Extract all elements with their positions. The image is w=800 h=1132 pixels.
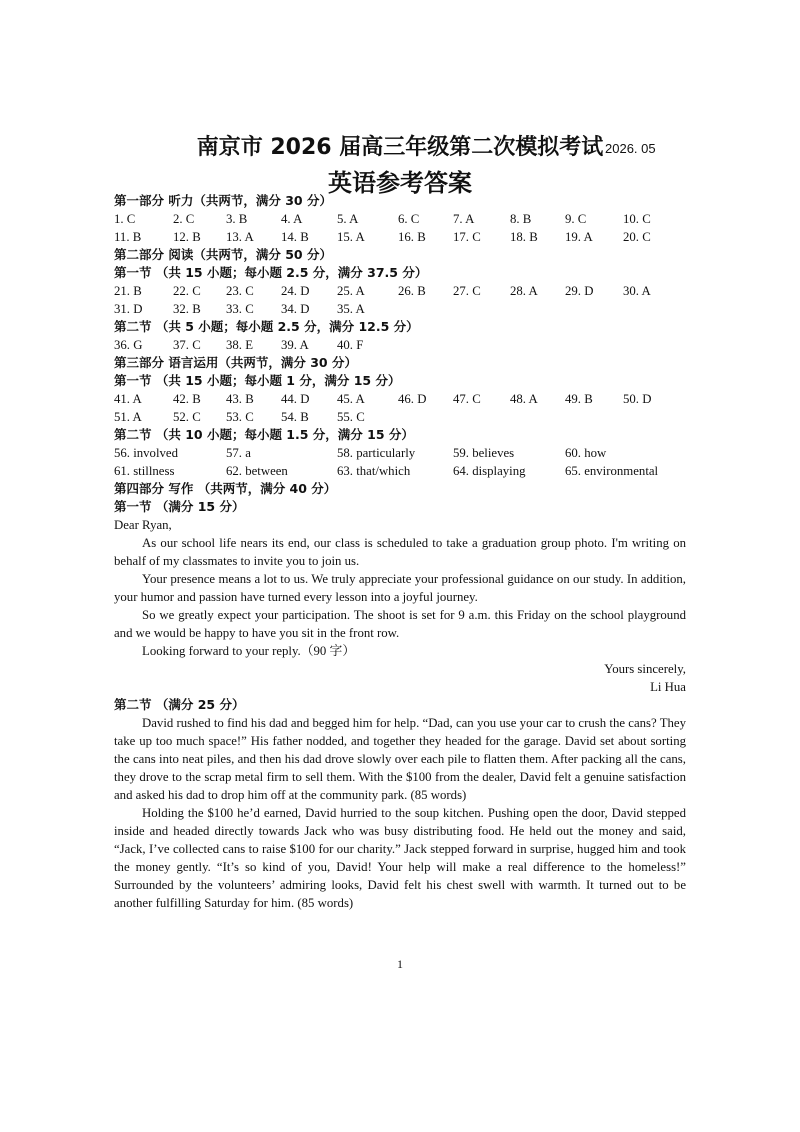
answer-item: 46. D [398,392,427,406]
answer-item: 26. B [398,284,426,298]
answer-item: 8. B [510,212,532,226]
answer-item: 60. how [565,446,607,460]
answer-item: 4. A [281,212,303,226]
answer-item: 39. A [281,338,309,352]
part3-section1-answers [114,390,686,426]
letter-signature: Li Hua [650,680,686,694]
answer-item: 17. C [453,230,481,244]
answer-item: 44. D [281,392,310,406]
answer-row [114,210,686,228]
answer-item: 7. A [453,212,475,226]
answer-item: 1. C [114,212,136,226]
answer-item: 47. C [453,392,481,406]
answer-row [114,228,686,246]
answer-item: 55. C [337,410,365,424]
answer-item: 56. involved [114,446,178,460]
answer-item: 21. B [114,284,142,298]
exam-title: 南京市 2026 届高三年级第二次模拟考试 [196,135,604,160]
answer-item: 61. stillness [114,464,175,478]
answer-item: 36. G [114,338,143,352]
answer-item: 63. that/which [337,464,411,478]
part3-section2-heading: 第二节 （共 10 小题；每小题 1.5 分，满分 15 分） [114,427,414,442]
answer-item: 12. B [173,230,201,244]
answer-item: 57. a [226,446,251,460]
part3-section2-answers [114,444,686,480]
part1-answers [114,210,686,246]
answer-row [114,462,686,480]
part4-section1-heading: 第一节 （满分 15 分） [114,499,245,514]
answer-item: 50. D [623,392,652,406]
answer-item: 29. D [565,284,594,298]
answer-item: 5. A [337,212,359,226]
answer-item: 43. B [226,392,254,406]
answer-item: 32. B [173,302,201,316]
answer-item: 2. C [173,212,195,226]
answer-item: 52. C [173,410,201,424]
answer-item: 62. between [226,464,288,478]
answer-item: 30. A [623,284,651,298]
answer-row [114,300,686,318]
part2-section1-heading: 第一节 （共 15 小题；每小题 2.5 分，满分 37.5 分） [114,265,428,280]
answer-item: 49. B [565,392,593,406]
answer-key-subtitle: 英语参考答案 [328,169,472,197]
part2-section2-heading: 第二节 （共 5 小题；每小题 2.5 分，满分 12.5 分） [114,319,419,334]
answer-item: 31. D [114,302,143,316]
answer-item: 6. C [398,212,420,226]
answer-item: 23. C [226,284,254,298]
answer-item: 16. B [398,230,426,244]
answer-item: 34. D [281,302,310,316]
answer-item: 40. F [337,338,364,352]
answer-content [114,192,686,912]
answer-item: 33. C [226,302,254,316]
story-paragraph: Holding the $100 he’d earned, David hurried to the soup kitchen. Pushing open the door, David stepped inside and headed directly towards Jack who was busy distributing food. He held out the money and said, “Jack, I’ve collected cans to raise $100 for our charity.” Jack stepped forward in surprise, hugged him and took the money gently. “It’s so kind of you, David! Your help will make a real difference to the homeless!” Surrounded by the volunteers’ admiring looks, David felt his chest swell with warmth. It turned out to be another fulfilling Saturday for him. (85 words) [114,806,686,910]
page-number: 1 [397,957,403,971]
answer-item: 58. particularly [337,446,416,460]
answer-item: 38. E [226,338,254,352]
answer-item: 3. B [226,212,248,226]
answer-item: 59. believes [453,446,515,460]
answer-item: 48. A [510,392,538,406]
part3-section1-heading: 第一节 （共 15 小题；每小题 1 分，满分 15 分） [114,373,401,388]
letter-closing: Yours sincerely, [604,662,686,676]
part3-heading: 第三部分 语言运用（共两节，满分 30 分） [114,355,357,370]
answer-item: 35. A [337,302,365,316]
answer-item: 19. A [565,230,593,244]
part4-section2-heading: 第二节 （满分 25 分） [114,697,245,712]
answer-row [114,408,686,426]
answer-item: 64. displaying [453,464,526,478]
answer-item: 9. C [565,212,587,226]
answer-item: 42. B [173,392,201,406]
answer-item: 15. A [337,230,365,244]
letter-salutation: Dear Ryan, [114,518,172,532]
letter-paragraph: Your presence means a lot to us. We truly appreciate your professional guidance on our study. In addition, your humor and passion have turned every lesson into a joyful journey. [114,572,686,604]
answer-item: 54. B [281,410,309,424]
answer-item: 45. A [337,392,365,406]
answer-row [114,444,686,462]
answer-item: 13. A [226,230,254,244]
answer-item: 27. C [453,284,481,298]
answer-item: 28. A [510,284,538,298]
answer-item: 20. C [623,230,651,244]
letter-paragraph: As our school life nears its end, our class is scheduled to take a graduation group photo. I'm writing on behalf of my classmates to invite you to join us. [114,536,686,568]
part2-section2-answers [114,336,686,354]
answer-row [114,282,686,300]
answer-item: 10. C [623,212,651,226]
letter-paragraph: Looking forward to your reply.（90 字） [142,644,356,658]
answer-item: 53. C [226,410,254,424]
story-paragraph: David rushed to find his dad and begged him for help. “Dad, can you use your car to crush the cans? They take up too much space!” His father nodded, and together they headed for the garage. David set about sorting the cans into neat piles, and then his dad drove slowly over each pile to flatten them. After packing all the cans, they drove to the scrap metal firm to sell them. With the $100 from the dealer, David felt a genuine satisfaction and asked his dad to drop him off at the community park. (85 words) [114,716,686,802]
part1-heading: 第一部分 听力（共两节，满分 30 分） [114,193,332,208]
answer-item: 24. D [281,284,310,298]
exam-date: 2026. 05 [605,141,656,156]
answer-item: 51. A [114,410,142,424]
answer-item: 37. C [173,338,201,352]
part2-heading: 第二部分 阅读（共两节，满分 50 分） [114,247,332,262]
answer-item: 18. B [510,230,538,244]
part2-section1-answers [114,282,686,318]
answer-item: 14. B [281,230,309,244]
answer-row [114,336,686,354]
part4-heading: 第四部分 写作 （共两节，满分 40 分） [114,481,337,496]
answer-item: 11. B [114,230,142,244]
answer-item: 22. C [173,284,201,298]
answer-item: 25. A [337,284,365,298]
letter-paragraph: So we greatly expect your participation. The shoot is set for 9 a.m. this Friday on the school playground and we would be happy to have you sit in the front row. [114,608,686,640]
answer-item: 41. A [114,392,142,406]
answer-row [114,390,686,408]
answer-item: 65. environmental [565,464,659,478]
